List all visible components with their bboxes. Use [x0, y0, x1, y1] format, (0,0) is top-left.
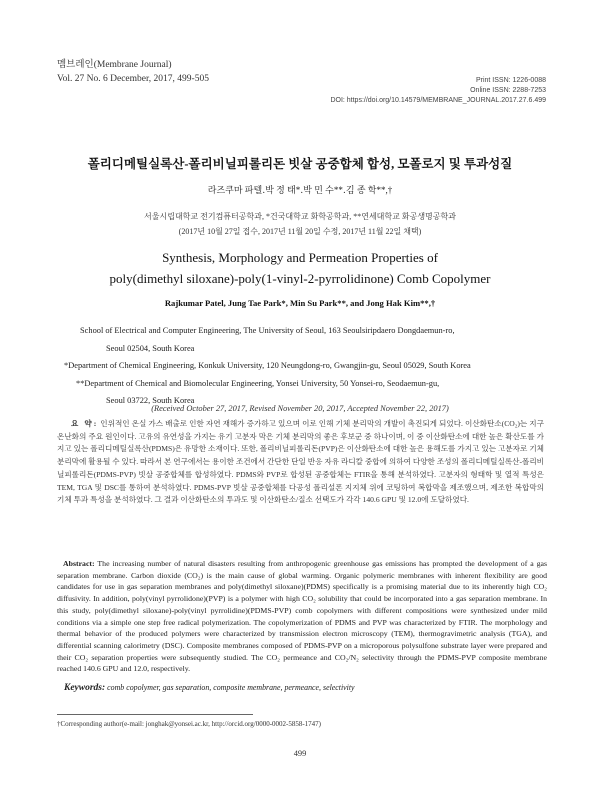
keywords-label: Keywords: — [64, 683, 106, 693]
english-title — [0, 247, 600, 289]
journal-volume: Vol. 27 No. 6 December, 2017, 499-505 — [57, 74, 209, 84]
english-abstract — [57, 558, 547, 675]
corresponding-author-footnote: †Corresponding author(e-mail: jonghak@yonsei.ac.kr, http://orcid.org/0000-0002-5858-1747) — [57, 720, 322, 728]
korean-abstract-label: 요 약: — [71, 419, 99, 428]
affiliation-1-line1: School of Electrical and Computer Engineering, The University of Seoul, 163 Seoulsiripdaero Dongdaemun-ro, — [80, 326, 455, 335]
english-abstract-label: Abstract: — [63, 559, 95, 568]
korean-affiliation-line: 서울시립대학교 전기컴퓨터공학과, *건국대학교 화학공학과, **연세대학교 화공생명공학과 — [144, 212, 456, 221]
issn-block — [330, 76, 546, 106]
affiliation-1-line2: Seoul 02504, South Korea — [106, 343, 195, 353]
korean-authors: 라즈쿠마 파텔․박 정 태*․박 민 수**․김 종 학**,† — [207, 185, 393, 195]
keywords — [64, 683, 544, 693]
page-number: 499 — [293, 749, 307, 758]
footnote-divider — [57, 714, 253, 715]
korean-abstract-text: 인위적인 온실 가스 배출로 인한 자연 재해가 증가하고 있으며 이로 인해 기체 분리막의 개발이 촉진되게 되었다. 이산화탄소(CO₂)는 지구 온난화의 주요 원인이다. 고유의 유연성을 가지는 유기 고분자 막은 기체 분리막의 좋은 후보군 중 하나이며, 이 중 이산화탄소에 대한 높은 확산도를 가지고 있는 폴리디메틸실록산(PDMS)은 유망한 소재이다. 또한, 폴리비닐피롤리돈(PVP)은 이산화탄소에 대한 높은 용해도를 가지고 있는 고분자로 기체 분리막에 활용될 수 있다. 따라서 본 연구에서는 용이한 조건에서 간단한 단일 반응 자유 라디칼 중합에 의하여 다양한 조성의 폴리디메틸실록산-폴리비닐피롤리돈(PDMS-PVP) 빗살 공중합체를 합성하였다. PDMS와 PVP로 합성된 공중합체는 FTIR을 통해 분석하였다. 고분자의 형태학 및 열적 특성은 TEM, TGA 및 DSC를 통하여 분석하였다. PDMS-PVP 빗살 공중합체를 다공성 폴리설폰 지지체 위에 코팅하여 복합막을 제조했으며, 제조한 복합막의 기체 투과 특성을 분석하였다. 그 결과 이산화탄소의 투과도 및 이산화탄소/질소 선택도가 각각 140.6 GPU 및 12.0에 도달하였다. — [57, 419, 544, 505]
korean-title: 폴리디메틸실록산-폴리비닐피롤리돈 빗살 공중합체 합성, 모폴로지 및 투과성질 — [87, 157, 513, 171]
english-title-line1: Synthesis, Morphology and Permeation Properties of — [162, 250, 438, 265]
affiliation-2: *Department of Chemical Engineering, Konkuk University, 120 Neungdong-ro, Gwangjin-gu, Seoul 05029, South Korea — [64, 361, 471, 370]
journal-name: 멤브레인(Membrane Journal) — [57, 60, 172, 70]
korean-dates: (2017년 10월 27일 접수, 2017년 11월 20일 수정, 2017년 11월 22일 채택) — [178, 227, 422, 236]
affiliation-3-line1: **Department of Chemical and Biomolecular Engineering, Yonsei University, 50 Yonsei-ro, Seodaemun-gu, — [76, 378, 440, 388]
korean-abstract — [57, 418, 544, 507]
received-dates: (Received October 27, 2017, Revised November 20, 2017, Accepted November 22, 2017) — [151, 404, 449, 413]
journal-header — [57, 58, 209, 86]
english-title-line2: poly(dimethyl siloxane)-poly(1-vinyl-2-pyrrolidinone) Comb Copolymer — [109, 271, 491, 286]
doi-link[interactable]: DOI: https://doi.org/10.14579/MEMBRANE_JOURNAL.2017.27.6.499 — [330, 97, 546, 104]
keywords-text: comb copolymer, gas separation, composite membrane, permeance, selectivity — [107, 683, 355, 692]
korean-affiliations — [0, 209, 600, 239]
english-abstract-text: The increasing number of natural disasters resulting from anthropogenic greenhouse gas emissions has prompted the development of a gas separation membrane. Carbon dioxide (CO₂) is the main cause of global warming. Organic polymeric membranes with inherent flexibility are good candidates for use in gas separation membranes and poly(dimethyl siloxane)(PDMS) specifically is a promising material due to its inherently high CO₂ diffusivity. In addition, poly(vinyl pyrrolidone)(PVP) is a polymer with high CO₂ solubility that could be incorporated into a gas separation membrane. In this study, poly(dimethyl siloxane)-poly(vinyl pyrrolidine)(PDMS-PVP) comb copolymers with different compositions were synthesized under mild conditions via a simple one step free radical polymerization. The copolymerization of PDMS and PVP was characterized by FTIR. The morphology and thermal behavior of the produced polymers were characterized by transmission electron microscopy (TEM), thermogravimetric analysis (TGA), and differential scanning calorimetry (DSC). Composite membranes composed of PDMS-PVP on a microporous polysulfone substrate layer were prepared and their CO₂ separation properties were subsequently studied. The CO₂ permeance and CO₂/N₂ selectivity through the PDMS-PVP composite membrane reached 140.6 GPU and 12.0, respectively. — [57, 559, 547, 674]
print-issn: Print ISSN: 1226-0088 — [475, 77, 546, 84]
english-authors: Rajkumar Patel, Jung Tae Park*, Min Su Park**, and Jong Hak Kim**,† — [164, 298, 436, 308]
affiliation-3-line2: Seoul 03722, South Korea — [106, 396, 195, 405]
english-affiliations — [64, 322, 550, 410]
online-issn: Online ISSN: 2288-7253 — [470, 87, 546, 94]
